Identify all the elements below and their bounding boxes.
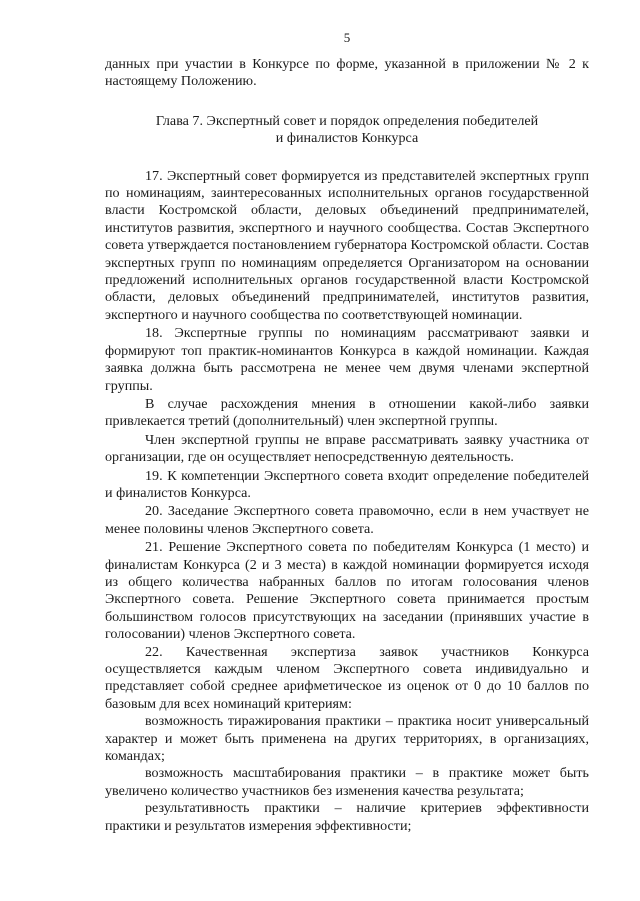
paragraph-18-conflict: Член экспертной группы не вправе рассматривать заявку участника от организации, где он осуществляет непосредственную деятельность.: [105, 431, 589, 466]
chapter-heading: [105, 113, 589, 148]
criterion-effectiveness: результативность практики – наличие критериев эффективности практики и результатов измерения эффективности;: [105, 800, 589, 834]
paragraph-19: 19. К компетенции Экспертного совета входит определение победителей и финалистов Конкурса.: [105, 467, 589, 501]
page-number: 5: [343, 30, 351, 45]
criterion-replicability: возможность тиражирования практики – практика носит универсальный характер и может быть применена на других территориях, в организациях, командах;: [105, 713, 589, 765]
chapter-heading-line-1: Глава 7. Экспертный совет и порядок определения победителей: [155, 112, 539, 129]
paragraph-21: 21. Решение Экспертного совета по победителям Конкурса (1 место) и финалистам Конкурса (2 и 3 места) в каждой номинации формируется исходя из общего количества набранных баллов по итогам голосования членов Экспертного совета. Решение Экспертного совета принимается простым большинством голосов присутствующих на заседании (принявших участие в голосовании) членов Экспертного совета.: [105, 539, 589, 643]
paragraph-18: 18. Экспертные группы по номинациям рассматривают заявки и формируют топ практик-номинантов Конкурса в каждой номинации. Каждая заявка должна быть рассмотрена не менее чем двумя членами экспертной группы.: [105, 325, 589, 394]
criterion-scalability: возможность масштабирования практики – в практике может быть увеличено количество участников без изменения качества результата;: [105, 765, 589, 799]
document-body: [105, 56, 589, 835]
paragraph-17: 17. Экспертный совет формируется из представителей экспертных групп по номинациям, заинтересованных исполнительных органов государственной власти Костромской области, деловых объединений предпринимателей, институтов развития, экспертного и научного сообщества. Состав Экспертного совета утверждается постановлением губернатора Костромской области. Состав экспертных групп по номинациям определяется Организатором на основании предложений исполнительных органов государственной власти Костромской области, деловых объединений предпринимателей, институтов развития, экспертного и научного сообщества по соответствующей номинации.: [105, 167, 589, 323]
intro-paragraph: данных при участии в Конкурсе по форме, указанной в приложении № 2 к настоящему Положению.: [105, 56, 589, 90]
chapter-heading-line-2: и финалистов Конкурса: [275, 130, 419, 147]
paragraph-22: 22. Качественная экспертиза заявок участников Конкурса осуществляется каждым членом Экспертного совета индивидуально и представляет собой среднее арифметическое из оценок от 0 до 10 баллов по базовым для всех номинаций критериям:: [105, 643, 589, 712]
paragraph-20: 20. Заседание Экспертного совета правомочно, если в нем участвует не менее половины членов Экспертного совета.: [105, 503, 589, 537]
paragraph-18-divergence: В случае расхождения мнения в отношении какой-либо заявки привлекается третий (дополнительный) член экспертной группы.: [105, 395, 589, 430]
